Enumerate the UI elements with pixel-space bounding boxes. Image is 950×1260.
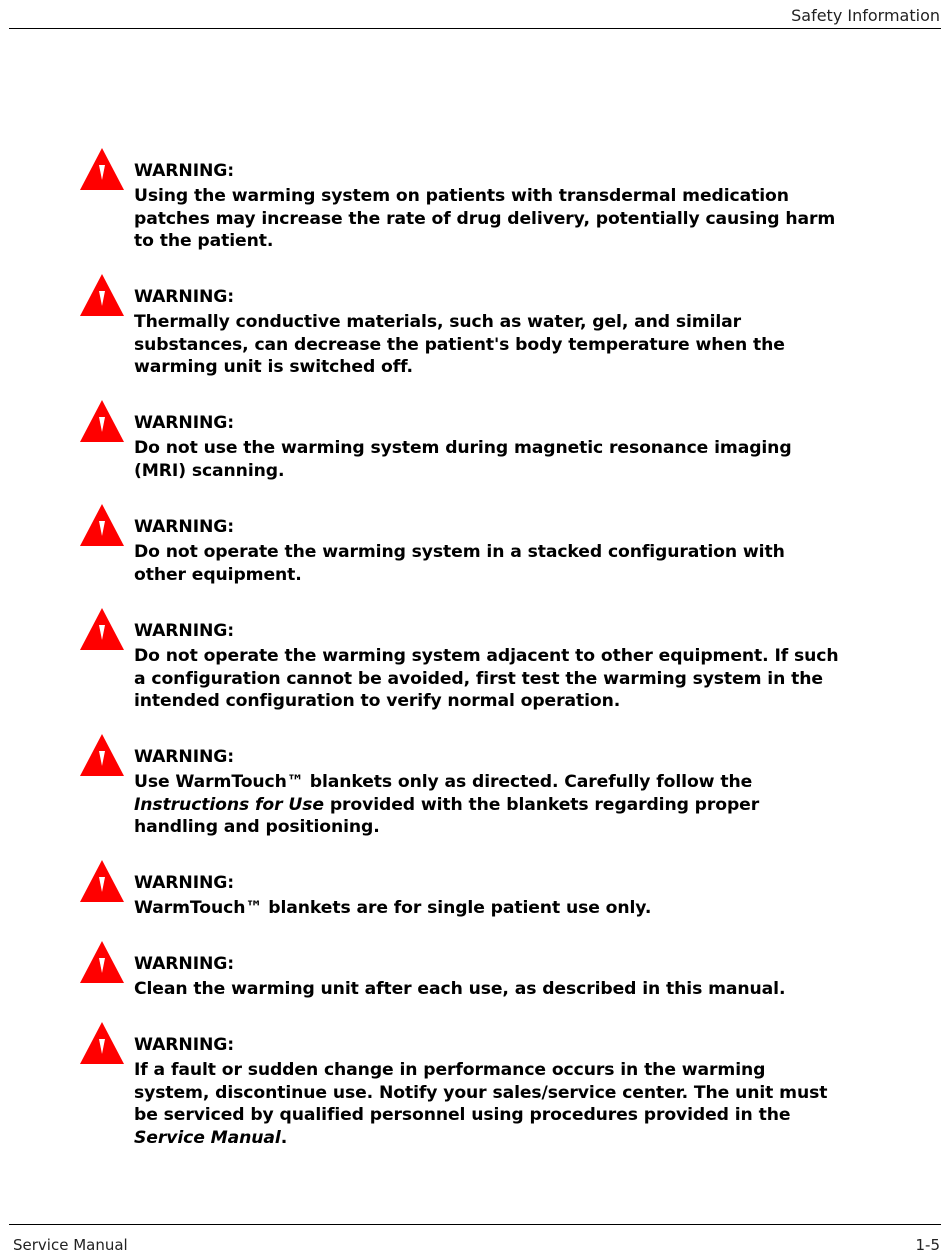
warning-text: Do not use the warming system during magnetic resonance imaging (MRI) scanning. [134,438,792,481]
header-title: Safety Information [791,6,940,25]
warning-label: WARNING: [134,413,235,433]
warning-item [79,516,839,586]
warning-item [79,872,839,920]
warning-text-part: If a fault or sudden change in performance occurs in the warming system, discontinue use. Notify your sales/service center. The unit must be serviced by qualified personnel using procedures provided in the [134,1060,828,1125]
warning-text: Do not operate the warming system in a stacked configuration with other equipment. [134,542,785,585]
footer-rule [9,1224,941,1225]
header-rule [9,28,941,29]
warning-item [79,953,839,1001]
warning-item [79,620,839,713]
warning-triangle-icon [79,607,125,651]
warning-text-part: provided with the blankets regarding proper handling and positioning. [134,794,760,837]
warning-triangle-icon [79,399,125,443]
warning-label: WARNING: [134,747,235,767]
warning-item [79,1034,839,1149]
warning-triangle-icon [79,733,125,777]
document-reference: Instructions for Use [134,794,324,815]
footer-document-title: Service Manual [13,1236,128,1254]
warning-item [79,286,839,379]
warning-text: Thermally conductive materials, such as water, gel, and similar substances, can decrease the patient's body temperature when the warming unit is switched off. [134,312,785,377]
warning-triangle-icon [79,940,125,984]
warning-label: WARNING: [134,287,235,307]
warning-text: Do not operate the warming system adjacent to other equipment. If such a configuration cannot be avoided, first test the warming system in the intended configuration to verify normal operation. [134,646,839,711]
warning-label: WARNING: [134,161,235,181]
warning-triangle-icon [79,273,125,317]
warning-item [79,160,839,253]
warning-label: WARNING: [134,954,235,974]
warning-text-part: . [280,1127,288,1148]
warning-text: Using the warming system on patients with transdermal medication patches may increase the rate of drug delivery, potentially causing harm to the patient. [134,186,836,251]
warning-triangle-icon [79,1021,125,1065]
document-reference: Service Manual [134,1127,281,1148]
warning-text [134,1059,839,1149]
warning-label: WARNING: [134,1035,235,1055]
warning-item [79,412,839,482]
warning-triangle-icon [79,147,125,191]
warning-text: WarmTouch™ blankets are for single patient use only. [134,898,652,918]
warning-label: WARNING: [134,517,235,537]
warning-text [134,771,839,839]
warning-label: WARNING: [134,873,235,893]
warning-triangle-icon [79,859,125,903]
warning-triangle-icon [79,503,125,547]
warning-item [79,746,839,839]
warning-label: WARNING: [134,621,235,641]
warning-text-part: Use WarmTouch™ blankets only as directed. Carefully follow the [134,772,753,792]
warning-text: Clean the warming unit after each use, as described in this manual. [134,979,786,999]
page-number: 1-5 [915,1236,940,1254]
